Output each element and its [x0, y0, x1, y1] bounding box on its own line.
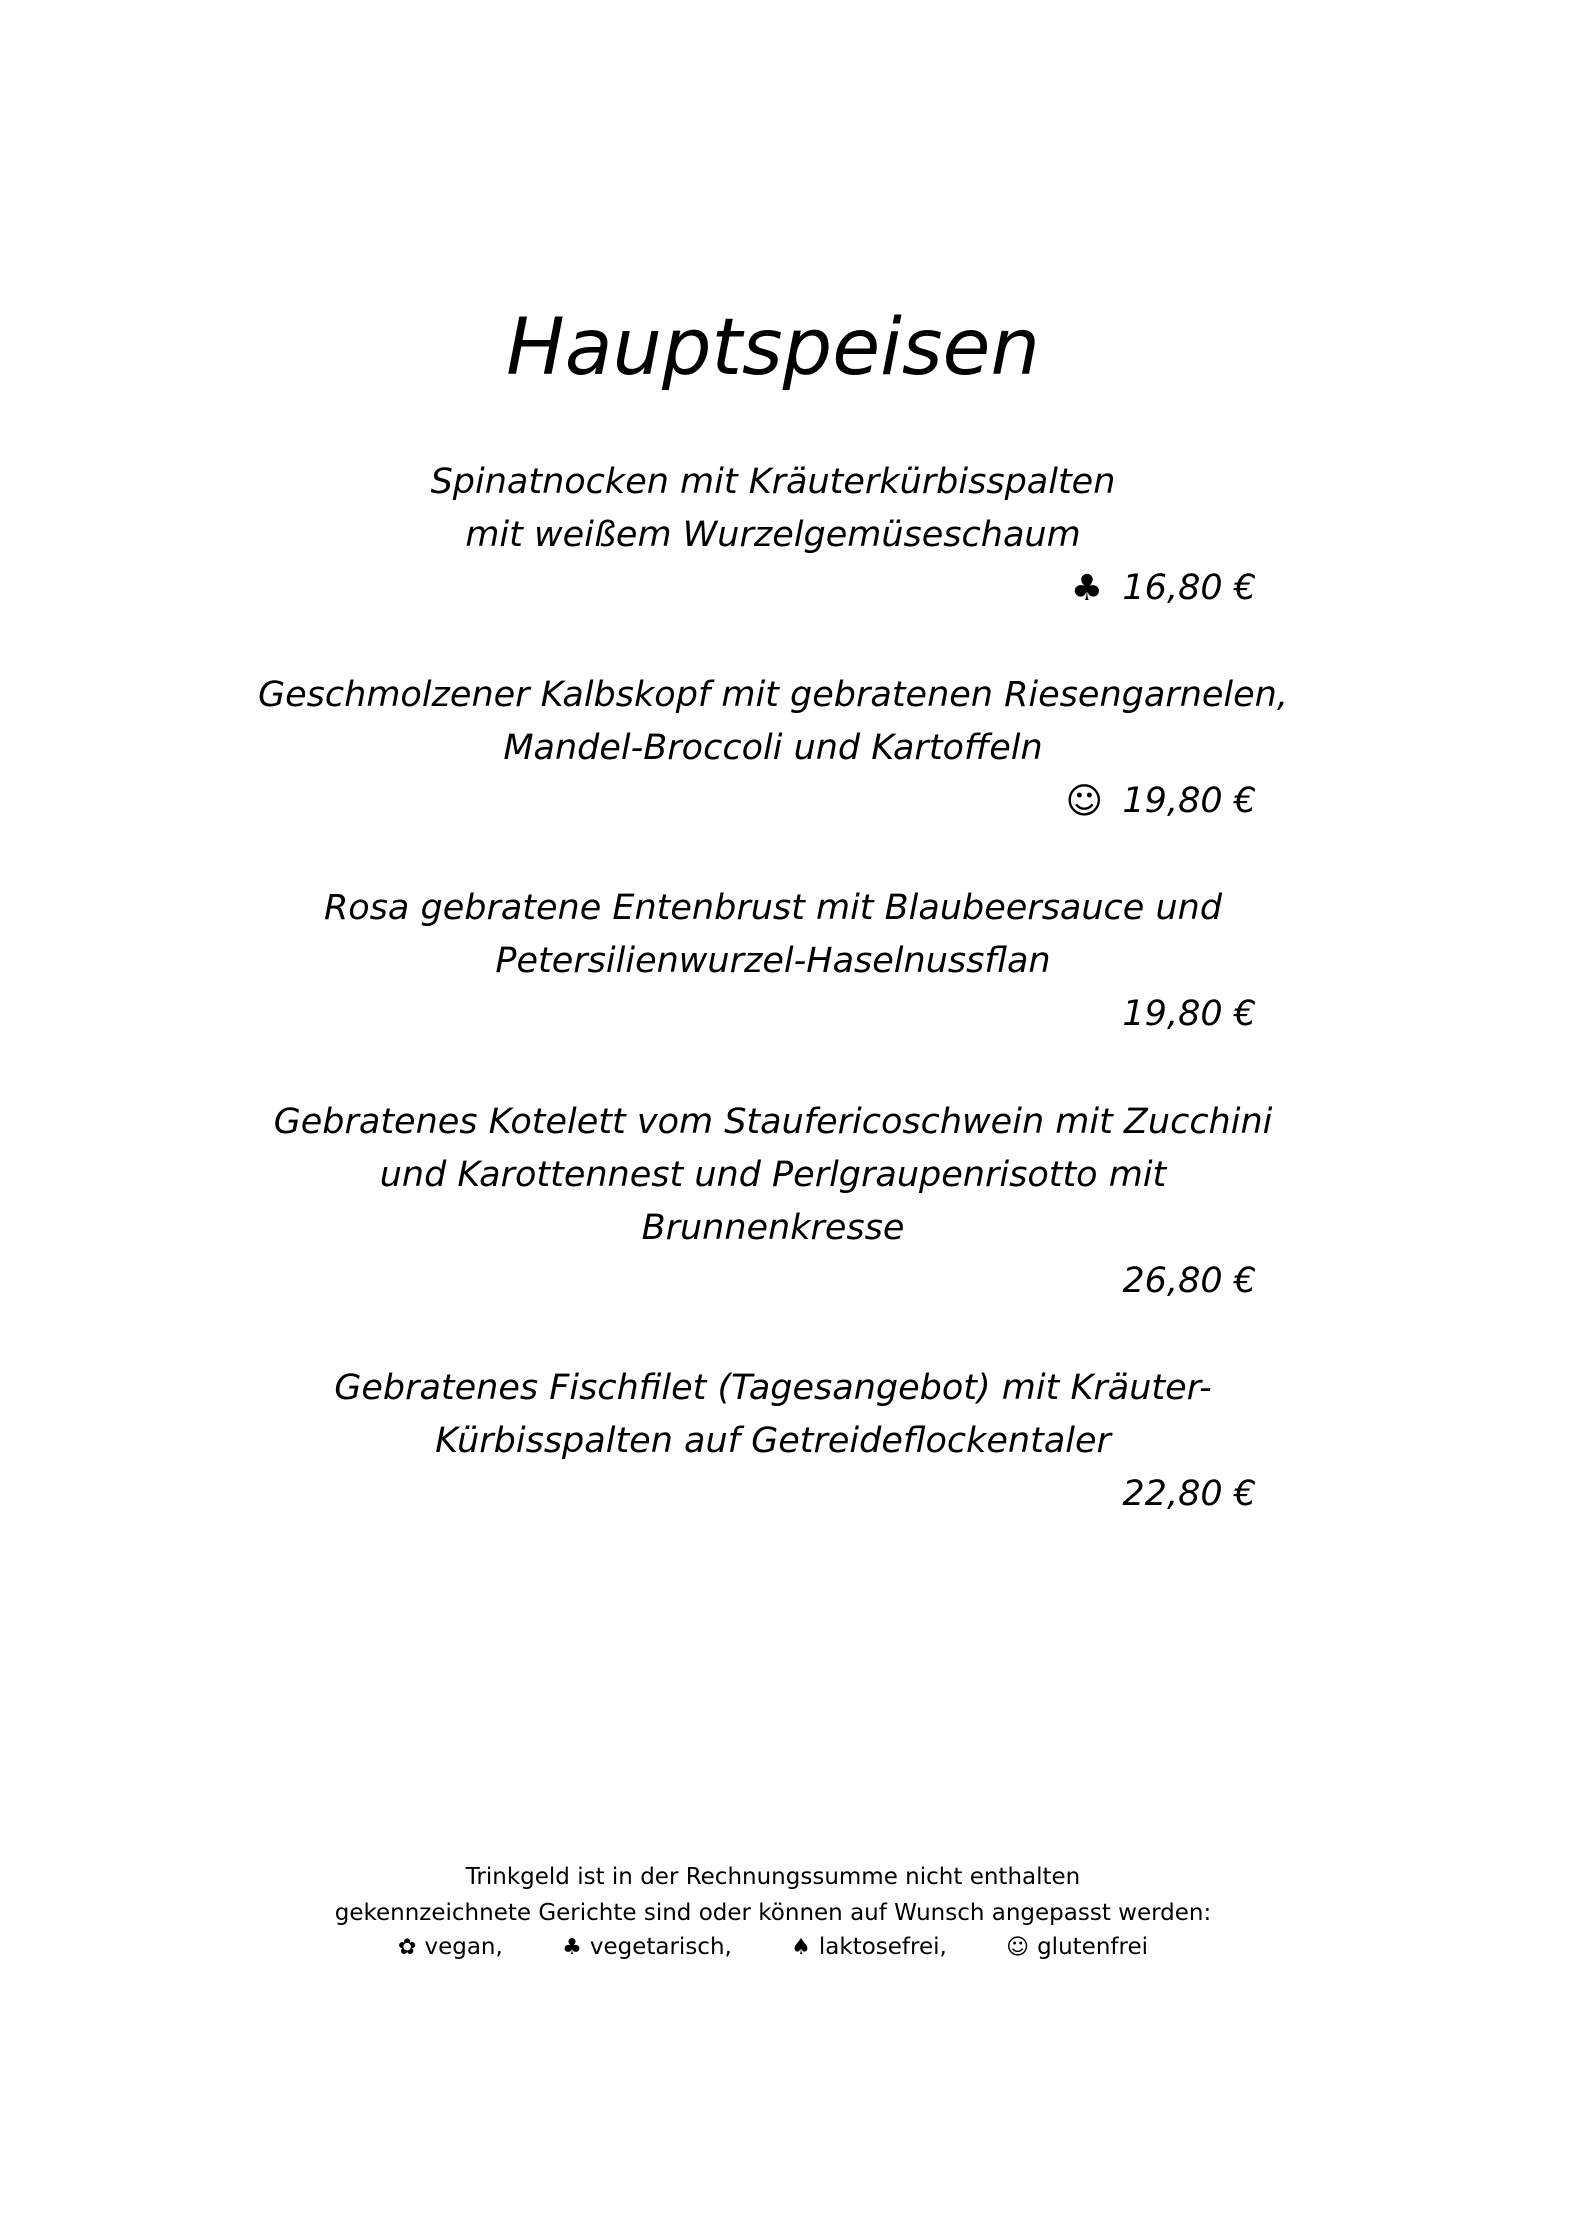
- price-row: [0, 1255, 1546, 1308]
- dish-item: [0, 456, 1546, 615]
- dish-price: 16,80 €: [1122, 568, 1256, 608]
- club-icon: ♣: [1070, 568, 1103, 609]
- dish-description-line: mit weißem Wurzelgemüseschaum: [465, 515, 1081, 555]
- price-row: [0, 775, 1546, 828]
- dietary-legend: [0, 1932, 1546, 1963]
- legend-item-vegan: [398, 1932, 503, 1963]
- price-row: [0, 988, 1546, 1041]
- dish-price: 22,80 €: [1122, 1474, 1256, 1514]
- dish-item: [0, 1362, 1546, 1521]
- page-title: Hauptspeisen: [506, 303, 1040, 393]
- dish-description-line: Geschmolzener Kalbskopf mit gebratenen Riesengarnelen,: [258, 675, 1288, 715]
- price-row: [0, 562, 1546, 615]
- dietary-note: gekennzeichnete Gerichte sind oder können auf Wunsch angepasst werden:: [334, 1900, 1212, 1926]
- dish-description-line: und Karottennest und Perlgraupenrisotto mit: [379, 1155, 1167, 1195]
- legend-label: laktosefrei,: [818, 1934, 947, 1960]
- smiley-icon: ☺: [1065, 781, 1103, 822]
- dish-description-line: Brunnenkresse: [641, 1208, 905, 1248]
- legend-item-gluten-free: [1006, 1932, 1148, 1963]
- price-row: [0, 1468, 1546, 1521]
- dish-item: [0, 1096, 1546, 1308]
- legend-label: vegan,: [424, 1934, 503, 1960]
- dish-description-line: Petersilienwurzel-Haselnussflan: [495, 941, 1051, 981]
- legend-label: glutenfrei: [1037, 1934, 1148, 1960]
- smiley-icon: ☺: [1006, 1935, 1030, 1960]
- club-icon: ♣: [562, 1935, 582, 1960]
- dish-description-line: Kürbisspalten auf Getreideflockentaler: [435, 1421, 1111, 1461]
- dish-price: 19,80 €: [1122, 781, 1256, 821]
- dish-price: 26,80 €: [1122, 1261, 1256, 1301]
- dish-item: [0, 669, 1546, 828]
- tip-note: Trinkgeld ist in der Rechnungssumme nicht enthalten: [465, 1864, 1081, 1890]
- dish-description-line: Mandel-Broccoli und Kartoffeln: [503, 728, 1043, 768]
- dish-description-line: Spinatnocken mit Kräuterkürbisspalten: [430, 462, 1116, 502]
- legend-label: vegetarisch,: [589, 1934, 732, 1960]
- flower-icon: ✿: [398, 1935, 417, 1960]
- dish-price: 19,80 €: [1122, 994, 1256, 1034]
- dish-description-line: Gebratenes Kotelett vom Staufericoschwein mit Zucchini: [273, 1102, 1273, 1142]
- legend-item-lactose-free: [791, 1932, 947, 1963]
- dish-description-line: Rosa gebratene Entenbrust mit Blaubeersauce und: [323, 888, 1223, 928]
- dish-description-line: Gebratenes Fischfilet (Tagesangebot) mit Kräuter-: [334, 1368, 1212, 1408]
- drop-icon: ♠: [791, 1935, 811, 1960]
- dish-item: [0, 882, 1546, 1041]
- legend-item-vegetarian: [562, 1932, 732, 1963]
